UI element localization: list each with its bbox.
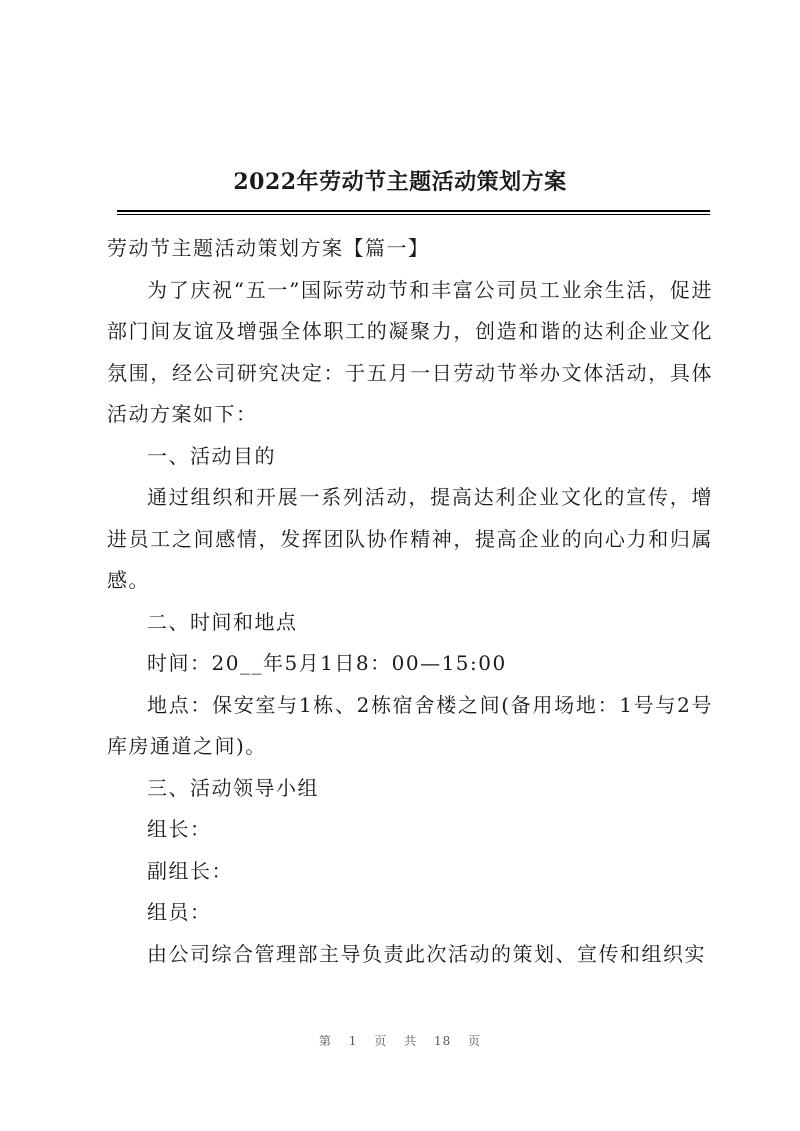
title-underline-thin [117, 214, 710, 215]
footer-page-number: 1 [348, 1034, 358, 1048]
intro-paragraph: 为了庆祝“五一”国际劳动节和丰富公司员工业余生活，促进部门间友谊及增强全体职工的凝聚力，创造和谐的达利企业文化氛围，经公司研究决定：于五月一日劳动节举办文体活动，具体活动方案如下： [107, 277, 713, 426]
subheading-purpose: 一、活动目的 [147, 443, 276, 468]
page-footer [0, 1032, 800, 1049]
document-title: 2022年劳动节主题活动策划方案 [233, 169, 567, 195]
purpose-paragraph: 通过组织和开展一系列活动，提高达利企业文化的宣传，增进员工之间感情，发挥团队协作精神，提高企业的向心力和归属感。 [107, 485, 713, 592]
section-heading: 劳动节主题活动策划方案【篇一】 [107, 236, 430, 260]
footer-total-label: 共 [404, 1034, 418, 1048]
time-line: 时间：20__年5月1日8：00—15:00 [147, 651, 507, 675]
footer-page-unit: 页 [374, 1034, 388, 1048]
members-line: 组员： [147, 900, 212, 924]
footer-page-label: 第 [318, 1034, 332, 1048]
subheading-leadership: 三、活动领导小组 [147, 775, 319, 800]
leader-line: 组长： [147, 817, 212, 841]
location-paragraph: 地点：保安室与1栋、2栋宿舍楼之间(备用场地：1号与2号库房通道之间)。 [107, 692, 713, 758]
subheading-time-location: 二、时间和地点 [147, 609, 298, 634]
footer-total-pages: 18 [433, 1034, 452, 1048]
footer-total-unit: 页 [468, 1034, 482, 1048]
deputy-leader-line: 副组长： [147, 858, 233, 883]
responsibility-paragraph: 由公司综合管理部主导负责此次活动的策划、宣传和组织实 [147, 941, 706, 966]
title-underline-thick [117, 210, 710, 212]
document-body [107, 228, 713, 975]
